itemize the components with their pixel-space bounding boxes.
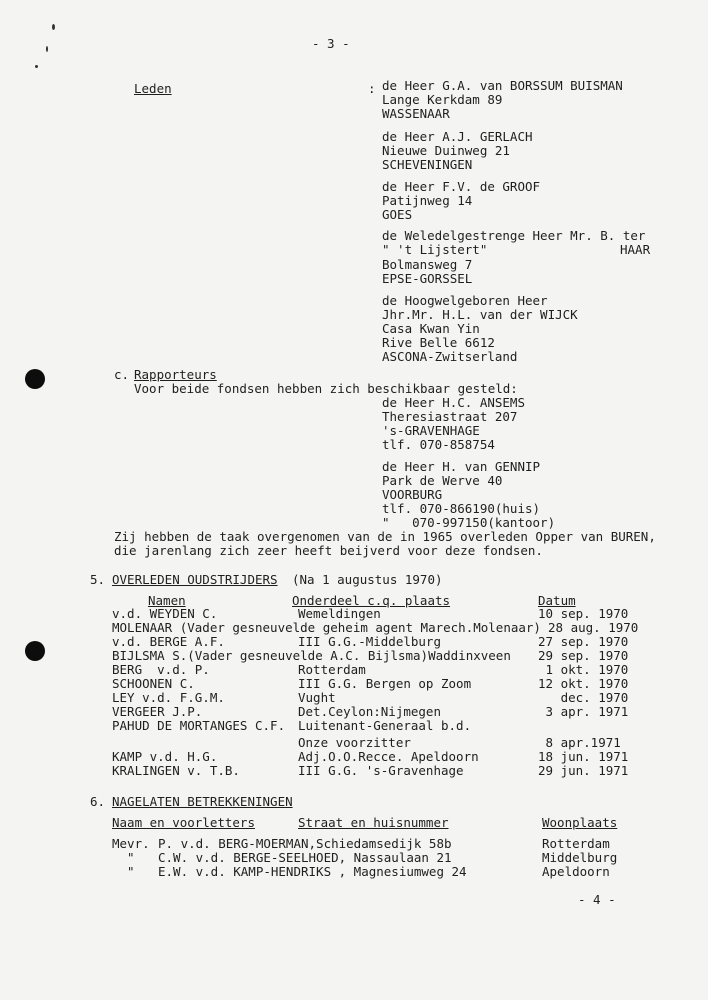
member-5-line-1: de Hoogwelgeboren Heer [382,293,548,308]
section-6-number: 6. [90,794,106,809]
section-6-title: NAGELATEN BETREKKENINGEN [112,794,293,809]
member-4-line-1: de Weledelgestrenge Heer Mr. B. ter [382,228,646,243]
scan-speck [52,24,55,30]
rapporteurs-title: Rapporteurs [134,367,217,382]
row-name: VERGEER J.P. [112,704,203,719]
scan-speck [35,65,38,68]
row-date: 29 jun. 1971 [538,763,629,778]
row-name-address: P. v.d. BERG-MOERMAN,Schiedamsedijk 58b [158,836,452,851]
row-name: KAMP v.d. H.G. [112,749,218,764]
page-number: - 3 - [312,36,350,51]
rapporteur-1-line-2: Theresiastraat 207 [382,409,518,424]
rapporteur-1-line-1: de Heer H.C. ANSEMS [382,395,525,410]
row-full: MOLENAAR (Vader gesneuvelde geheim agent Marech.Molenaar) [112,620,541,635]
member-3-line-3: GOES [382,207,413,222]
rapporteur-2-line-4: tlf. 070-866190(huis) [382,501,541,516]
row-unit: Wemeldingen [298,606,381,621]
section-5-subtitle: (Na 1 augustus 1970) [292,572,443,587]
member-1-line-3: WASSENAAR [382,106,450,121]
row-name: SCHOONEN C. [112,676,195,691]
header-date: Datum [538,593,576,608]
member-3-line-2: Patijnweg 14 [382,193,473,208]
row-prefix: " [112,850,135,865]
row-name-address: E.W. v.d. KAMP-HENDRIKS , Magnesiumweg 24 [158,864,467,879]
row-prefix: Mevr. [112,836,150,851]
member-2-line-2: Nieuwe Duinweg 21 [382,143,510,158]
row-date: 12 okt. 1970 [538,676,629,691]
member-4-line-3: Bolmansweg 7 [382,257,473,272]
member-2-line-1: de Heer A.J. GERLACH [382,129,533,144]
row-name-address: C.W. v.d. BERGE-SEELHOED, Nassaulaan 21 [158,850,452,865]
row-date: dec. 1970 [538,690,629,705]
row-date: 28 aug. 1970 [548,620,639,635]
member-5-line-5: ASCONA-Zwitserland [382,349,518,364]
header-street: Straat en huisnummer [298,815,449,830]
next-page-marker: - 4 - [578,892,616,907]
rapporteur-2-line-3: VOORBURG [382,487,443,502]
row-unit: Vught [298,690,336,705]
header-city: Woonplaats [542,815,618,830]
rapporteur-2-line-2: Park de Werve 40 [382,473,503,488]
row-unit: Det.Ceylon:Nijmegen [298,704,441,719]
row-unit: III G.G. 's-Gravenhage [298,763,464,778]
member-5-line-2: Jhr.Mr. H.L. van der WIJCK [382,307,578,322]
row-name: v.d. BERGE A.F. [112,634,225,649]
member-1-line-2: Lange Kerkdam 89 [382,92,503,107]
row-unit: Rotterdam [298,662,366,677]
row-city: Rotterdam [542,836,610,851]
rapporteur-2-line-1: de Heer H. van GENNIP [382,459,541,474]
leden-label: Leden [134,81,172,96]
row-name: KRALINGEN v. T.B. [112,763,240,778]
row-name: PAHUD DE MORTANGES C.F. [112,718,286,733]
rapporteur-1-line-3: 's-GRAVENHAGE [382,423,480,438]
punch-hole [25,641,45,661]
member-5-line-4: Rive Belle 6612 [382,335,495,350]
row-name: LEY v.d. F.G.M. [112,690,225,705]
row-date: 10 sep. 1970 [538,606,629,621]
row-unit: Onze voorzitter [298,735,411,750]
row-date: 3 apr. 1971 [538,704,629,719]
rapporteurs-closing-2: die jarenlang zich zeer heeft beijverd voor deze fondsen. [114,543,543,558]
leden-colon: : [368,81,376,96]
member-4-line-4: EPSE-GORSSEL [382,271,473,286]
section-5-number: 5. [90,572,106,587]
row-unit: Luitenant-Generaal b.d. [298,718,472,733]
row-city: Apeldoorn [542,864,610,879]
header-unit: Onderdeel c.q. plaats [292,593,451,608]
row-name: v.d. WEYDEN C. [112,606,218,621]
row-prefix: " [112,864,135,879]
header-name-initials: Naam en voorletters [112,815,255,830]
member-4-extra: HAAR [620,242,651,257]
member-1-line-1: de Heer G.A. van BORSSUM BUISMAN [382,78,623,93]
punch-hole [25,369,45,389]
rapporteur-2-line-5: " 070-997150(kantoor) [382,515,556,530]
rapporteurs-closing-1: Zij hebben de taak overgenomen van de in 1965 overleden Opper van BUREN, [114,529,656,544]
row-date: 8 apr.1971 [538,735,621,750]
member-3-line-1: de Heer F.V. de GROOF [382,179,541,194]
rapporteurs-letter: c. [114,367,130,382]
scan-speck [46,46,48,52]
row-unit: Adj.O.O.Recce. Apeldoorn [298,749,479,764]
row-name: BERG v.d. P. [112,662,210,677]
row-date: 1 okt. 1970 [538,662,629,677]
row-unit: III G.G.-Middelburg [298,634,441,649]
row-full: BIJLSMA S.(Vader gesneuvelde A.C. Bijlsma)Waddinxveen [112,648,511,663]
row-date: 27 sep. 1970 [538,634,629,649]
row-date: 18 jun. 1971 [538,749,629,764]
rapporteur-1-line-4: tlf. 070-858754 [382,437,495,452]
header-names: Namen [148,593,186,608]
member-5-line-3: Casa Kwan Yin [382,321,480,336]
section-5-title: OVERLEDEN OUDSTRIJDERS [112,572,278,587]
row-city: Middelburg [542,850,618,865]
row-date: 29 sep. 1970 [538,648,629,663]
member-4-line-2: " 't Lijstert" [382,242,488,257]
member-2-line-3: SCHEVENINGEN [382,157,473,172]
row-unit: III G.G. Bergen op Zoom [298,676,472,691]
rapporteurs-intro: Voor beide fondsen hebben zich beschikbaar gesteld: [134,381,518,396]
